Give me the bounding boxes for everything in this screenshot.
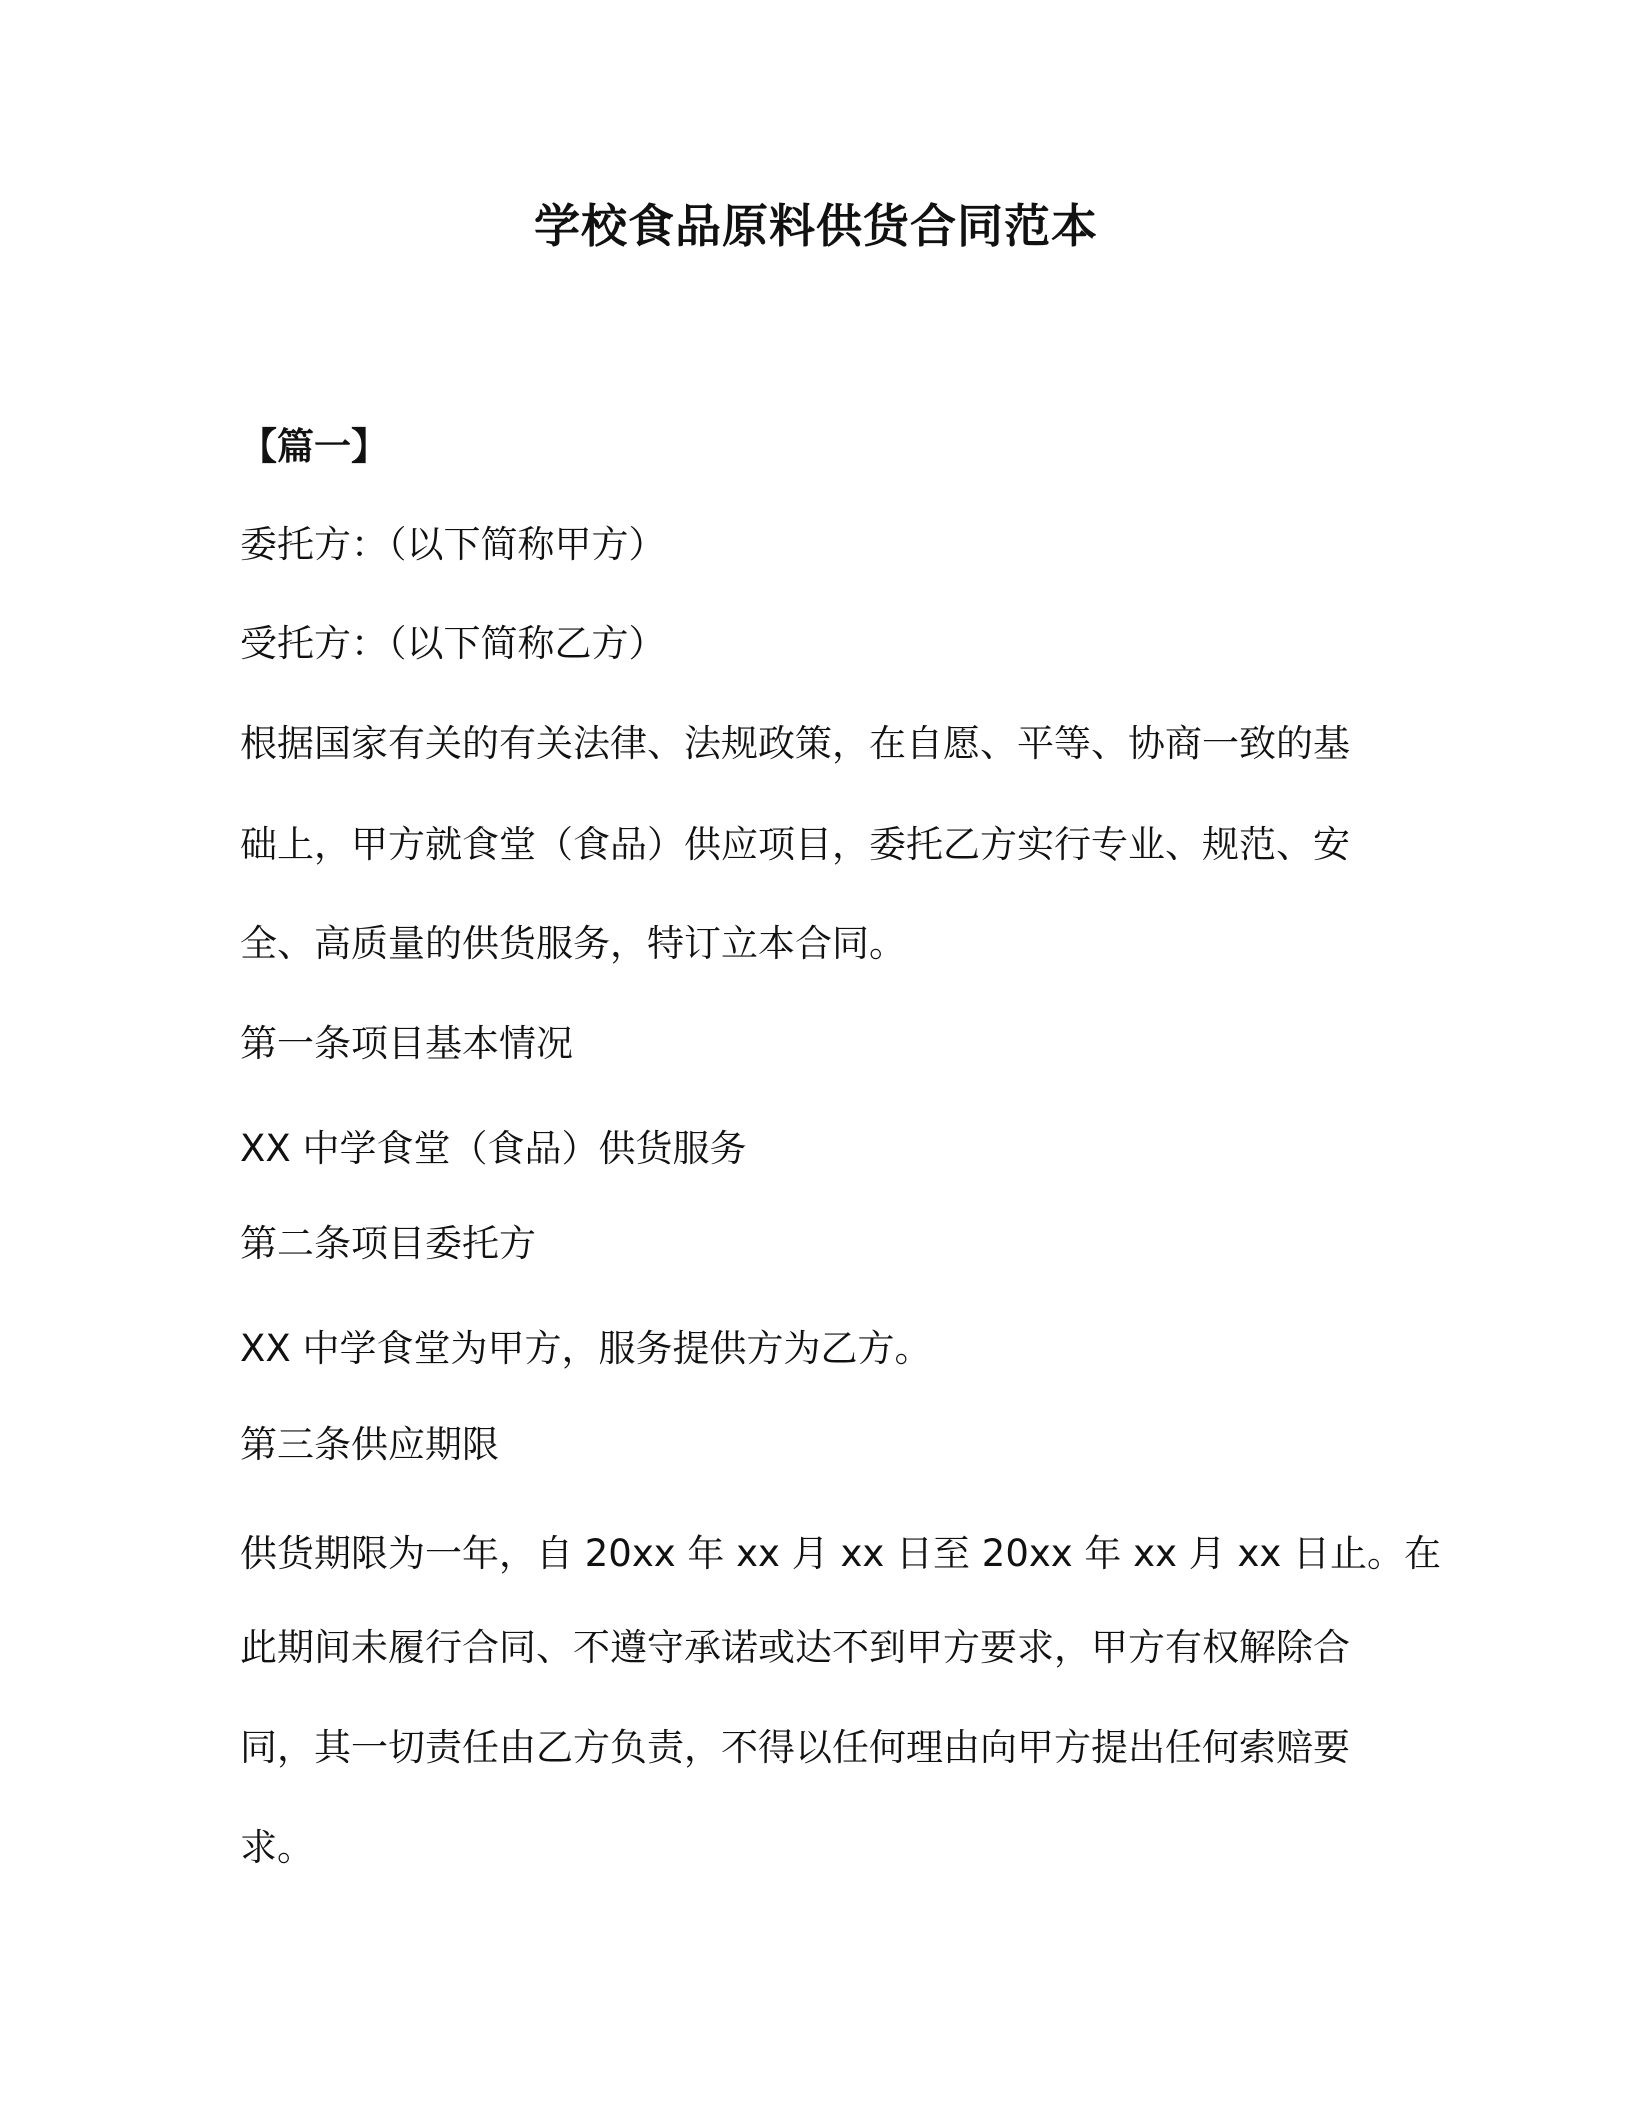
- paragraph-line: 此期间未履行合同、不遵守承诺或达不到甲方要求，甲方有权解除合: [240, 1626, 1350, 1669]
- paragraph-line: 供货期限为一年，自 20xx 年 xx 月 xx 日至 20xx 年 xx 月 xx 日止。在: [240, 1532, 1442, 1575]
- clause-heading: 第二条项目委托方: [240, 1222, 536, 1265]
- paragraph-line: 础上，甲方就食堂（食品）供应项目，委托乙方实行专业、规范、安: [240, 823, 1350, 866]
- clause-heading: 第三条供应期限: [240, 1423, 499, 1466]
- paragraph-line: XX 中学食堂为甲方，服务提供方为乙方。: [240, 1327, 932, 1370]
- section-marker: 【篇一】: [240, 425, 388, 468]
- paragraph-line: 根据国家有关的有关法律、法规政策，在自愿、平等、协商一致的基: [240, 722, 1350, 765]
- paragraph-line: XX 中学食堂（食品）供货服务: [240, 1127, 747, 1170]
- document-title: 学校食品原料供货合同范本: [534, 199, 1098, 253]
- paragraph-line: 受托方：（以下简称乙方）: [240, 622, 666, 665]
- paragraph-line: 同，其一切责任由乙方负责，不得以任何理由向甲方提出任何索赔要: [240, 1726, 1350, 1769]
- paragraph-line: 委托方：（以下简称甲方）: [240, 523, 666, 566]
- clause-heading: 第一条项目基本情况: [240, 1022, 573, 1065]
- paragraph-line: 求。: [240, 1826, 314, 1869]
- paragraph-line: 全、高质量的供货服务，特订立本合同。: [240, 922, 906, 965]
